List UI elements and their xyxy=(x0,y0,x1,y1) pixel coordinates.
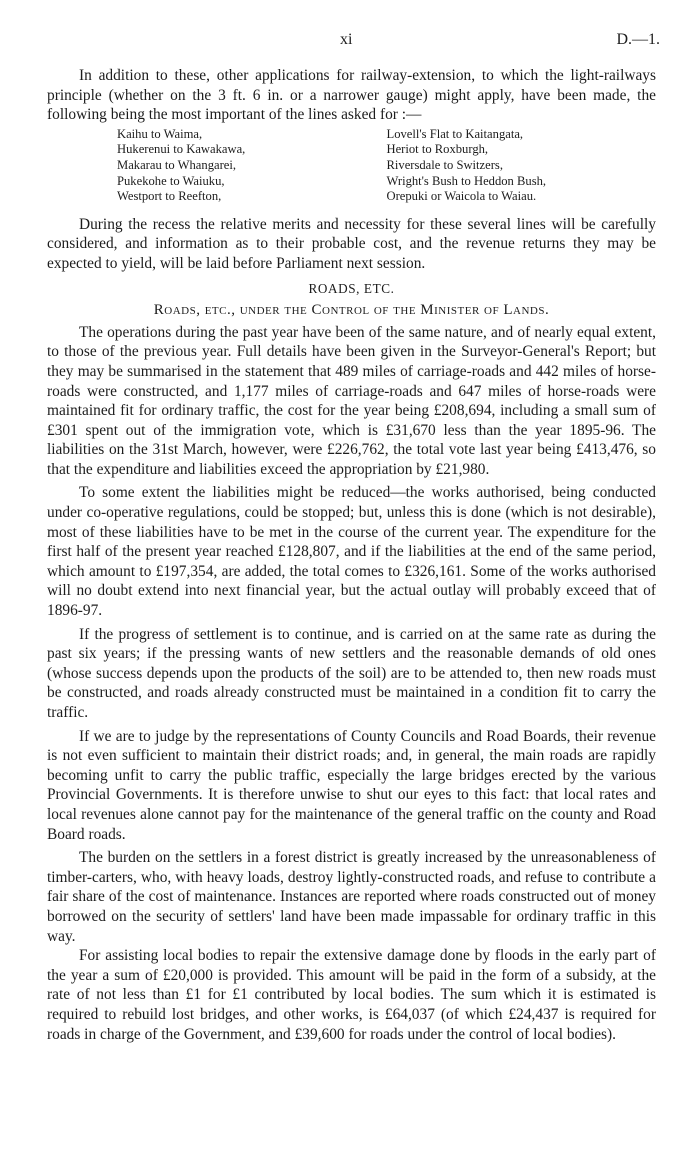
paragraph-county-councils: If we are to judge by the representations of County Councils and Road Boards, their revenue is not even sufficient to maintain their district roads; and, in general, the main roads are rapidly becoming unfit to carry the public traffic, especially the large bridges erected by the various Provincial Governments. It is therefore unwise to shut our eyes to this fact: that local rates and local revenues alone cannot pay for the maintenance of the general traffic on the county and Road Board roads. xyxy=(47,727,656,843)
railway-lines-left-column xyxy=(117,127,387,205)
page-header xyxy=(0,30,700,52)
railway-line-item: Makarau to Whangarei, xyxy=(117,157,237,172)
railway-line-item: Wright's Bush to Heddon Bush, xyxy=(386,173,547,188)
railway-line-item: Lovell's Flat to Kaitangata, xyxy=(386,126,524,141)
railway-line-item: Riversdale to Switzers, xyxy=(386,157,503,172)
railway-line-item: Hukerenui to Kawakawa, xyxy=(117,142,246,157)
body-text xyxy=(47,66,656,1044)
railway-lines-list xyxy=(117,127,656,205)
railway-line-item: Pukekohe to Waiuku, xyxy=(117,173,225,188)
paragraph-settlement: If the progress of settlement is to continue, and is carried on at the same rate as during the past six years; if the pressing wants of new settlers and the reasonable demands of old ones (whose success depends upon the products of the soil) are to be attended to, then new roads must be constructed, and roads already constructed must be maintained in a condition fit to carry the traffic. xyxy=(47,625,656,721)
paragraph-operations: The operations during the past year have been of the same nature, and of nearly equal extent, to those of the previous year. Full details have been given in the Surveyor-General's Report; but they may be summarised in the statement that 489 miles of carriage-roads and 442 miles of horse-roads were constructed, and 1,177 miles of carriage-roads and 647 miles of horse-roads were maintained fit for ordinary traffic, the cost for the year being £208,694, including a small sum of £301 spent out of the immigration vote, which is £31,670 less than the year 1895-96. The liabilities on the 31st March, however, were £226,762, the total vote last year being £413,476, so that the expenditure and liabilities exceed the appropriation by £21,980. xyxy=(47,323,656,478)
railway-line-item: Heriot to Roxburgh, xyxy=(386,142,489,157)
paragraph-liabilities: To some extent the liabilities might be reduced—the works authorised, being conducted under co-operative regulations, could be stopped; but, unless this is done (which is not desirable), most of these liabilities have to be met in the course of the current year. The expenditure for the first half of the present year reached £128,807, and if the liabilities at the end of the same period, which amount to £197,354, are added, the total comes to £326,161. Some of the works authorised will no doubt extend into next financial year, but the actual outlay will probably exceed that of 1896-97. xyxy=(47,484,656,620)
railway-line-item: Westport to Reefton, xyxy=(117,189,222,204)
railway-line-item: Orepuki or Waicola to Waiau. xyxy=(386,189,537,204)
railway-lines-right-column xyxy=(387,127,657,205)
paragraph-floods: For assisting local bodies to repair the extensive damage done by floods in the early part of the year a sum of £20,000 is provided. This amount will be paid in the form of a subsidy, at the rate of not less than £1 for £1 contributed by local bodies. The sum which it is estimated is required to rebuild lost bridges, and other works, is £64,037 (of which £24,437 is required for roads in charge of the Government, and £39,600 for roads under the control of local bodies). xyxy=(47,947,656,1043)
railway-line-item: Kaihu to Waima, xyxy=(117,126,203,141)
recess-paragraph: During the recess the relative merits and necessity for these several lines will be carefully considered, and information as to their probable cost, and the revenue returns they may be expected to yield, will be laid before Parliament next session. xyxy=(47,215,656,272)
section-subheading: Roads, etc., under the Control of the Minister of Lands. xyxy=(153,302,550,319)
paragraph-timber-carters: The burden on the settlers in a forest district is greatly increased by the unreasonableness of timber-carters, who, with heavy loads, destroy lightly-constructed roads, and refuse to contribute a fair share of the cost of maintenance. Instances are reported where roads constructed out of money borrowed on the security of settlers' land have been made impassable for ordinary traffic in this way. xyxy=(47,849,656,945)
document-reference: D.—1. xyxy=(616,31,660,48)
intro-paragraph: In addition to these, other applications for railway-extension, to which the light-railways principle (whether on the 3 ft. 6 in. or a narrower gauge) might apply, have been made, the following being the most important of the lines asked for :— xyxy=(47,67,656,124)
section-heading: ROADS, ETC. xyxy=(308,280,395,296)
page-number: xi xyxy=(340,31,353,48)
